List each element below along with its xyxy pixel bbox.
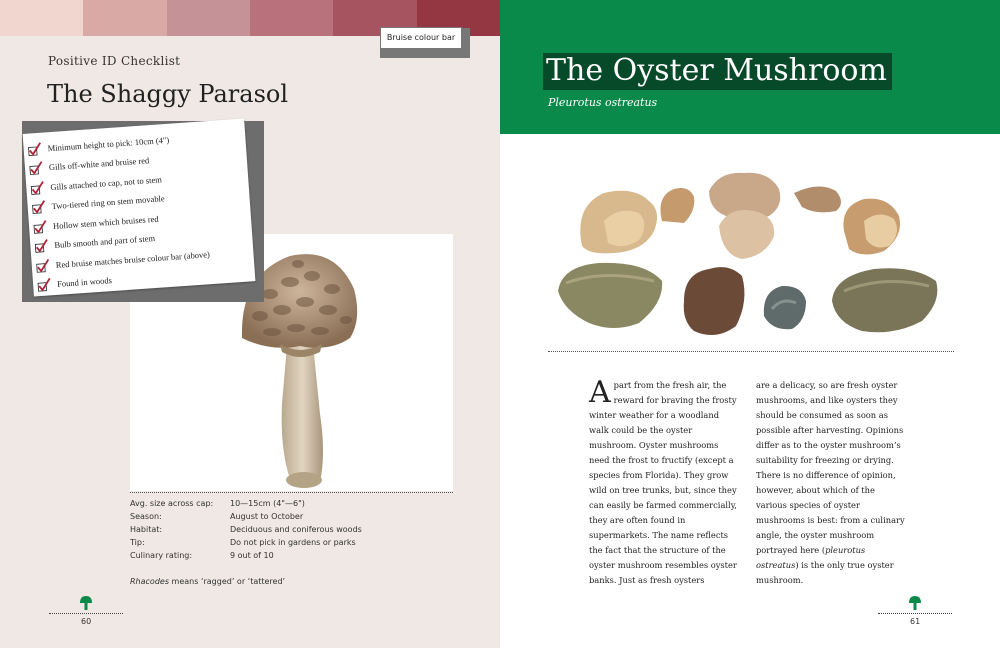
bruise-swatch-2	[83, 0, 166, 36]
details-table	[130, 499, 362, 564]
checklist-item-label: Red bruise matches bruise colour bar (above)	[55, 248, 211, 270]
bruise-swatch-4	[250, 0, 333, 36]
page-number-left: 60	[81, 617, 92, 626]
details-label: Habitat:	[130, 525, 163, 534]
body-paragraph	[589, 375, 741, 588]
checkmark-icon	[33, 219, 48, 234]
checklist-item-label: Found in woods	[56, 275, 113, 290]
checkmark-icon	[31, 200, 46, 215]
photo-divider	[130, 492, 453, 493]
details-value: 10—15cm (4"—6")	[230, 499, 305, 508]
checkmark-icon	[29, 161, 44, 176]
footer-divider	[49, 613, 123, 614]
details-value: August to October	[230, 512, 304, 521]
oyster-mushroom-image	[544, 151, 957, 347]
oyster-mushroom-photos	[544, 151, 957, 347]
mushroom-icon	[909, 596, 921, 610]
checklist-item-label: Gills attached to cap, not to stem	[49, 174, 163, 192]
checkmark-icon	[30, 180, 45, 195]
body-paragraph	[756, 378, 908, 588]
checkmark-icon	[35, 258, 50, 273]
details-value: Do not pick in gardens or parks	[230, 538, 356, 547]
page-number-right: 61	[910, 617, 921, 626]
body-column-2	[756, 378, 908, 588]
details-label: Season:	[130, 512, 162, 521]
bruise-bar-label: Bruise colour bar	[380, 27, 462, 49]
checklist-card	[23, 118, 256, 296]
latin-name: Pleurotus ostreatus	[548, 96, 658, 109]
details-value: 9 out of 10	[230, 551, 274, 560]
details-row	[130, 551, 362, 564]
details-row	[130, 538, 362, 551]
checklist-item-label: Two-tiered ring on stem movable	[51, 193, 165, 212]
checklist	[27, 127, 212, 295]
checklist-item-label: Bulb smooth and part of stem	[54, 233, 156, 251]
checklist-item-label: Minimum height to pick: 10cm (4")	[47, 134, 170, 153]
footer-divider	[878, 613, 952, 614]
details-value: Deciduous and coniferous woods	[230, 525, 362, 534]
checkmark-icon	[37, 278, 52, 293]
bruise-swatch-1	[0, 0, 83, 36]
bruise-swatch-3	[167, 0, 250, 36]
page-title-left: The Shaggy Parasol	[47, 80, 289, 108]
checklist-item-label: Gills off-white and bruise red	[48, 155, 150, 173]
details-label: Avg. size across cap:	[130, 499, 214, 508]
body-column-1	[589, 375, 741, 588]
checklist-item-label: Hollow stem which bruises red	[52, 213, 159, 231]
right-page	[500, 0, 1000, 648]
checkmark-icon	[27, 141, 42, 156]
details-label: Tip:	[130, 538, 145, 547]
photo-divider	[548, 351, 954, 352]
details-row	[130, 499, 362, 512]
name-note	[130, 577, 285, 586]
note-text: means ‘ragged’ or ‘tattered’	[169, 577, 286, 586]
checklist-kicker: Positive ID Checklist	[48, 54, 181, 68]
body-text-latin: pleurotus ostreatus	[756, 545, 866, 570]
body-text-1: part from the fresh air, the reward for braving the frosty winter weather for a woodland walk could be the oyster mushroom. Oyster mushrooms need the frost to fructify (except a species from Florida). They grow wild on tree trunks, but, since they can easily be farmed commercially, they are often found in supermarkets. The name reflects the fact that the structure of the oyster mushroom resembles oyster banks. Just as fresh oysters	[589, 380, 737, 585]
details-label: Culinary rating:	[130, 551, 193, 560]
checkmark-icon	[34, 239, 49, 254]
page-title-right: The Oyster Mushroom	[543, 53, 892, 90]
body-text-2a: are a delicacy, so are fresh oyster mushrooms, and like oysters they should be consumed as soon as possible after harvesting. Opinions differ as to the oyster mushroom’s suitability for freezing or drying. There is no difference of opinion, however, about which of the various species of oyster mushrooms is best: from a culinary angle, the oyster mushroom portrayed here (	[756, 380, 905, 555]
note-latin: Rhacodes	[130, 577, 169, 586]
details-row	[130, 525, 362, 538]
drop-cap: A	[589, 375, 611, 410]
mushroom-icon	[80, 596, 92, 610]
body-text-2b: ) is the only true oyster mushroom.	[756, 560, 894, 585]
details-row	[130, 512, 362, 525]
